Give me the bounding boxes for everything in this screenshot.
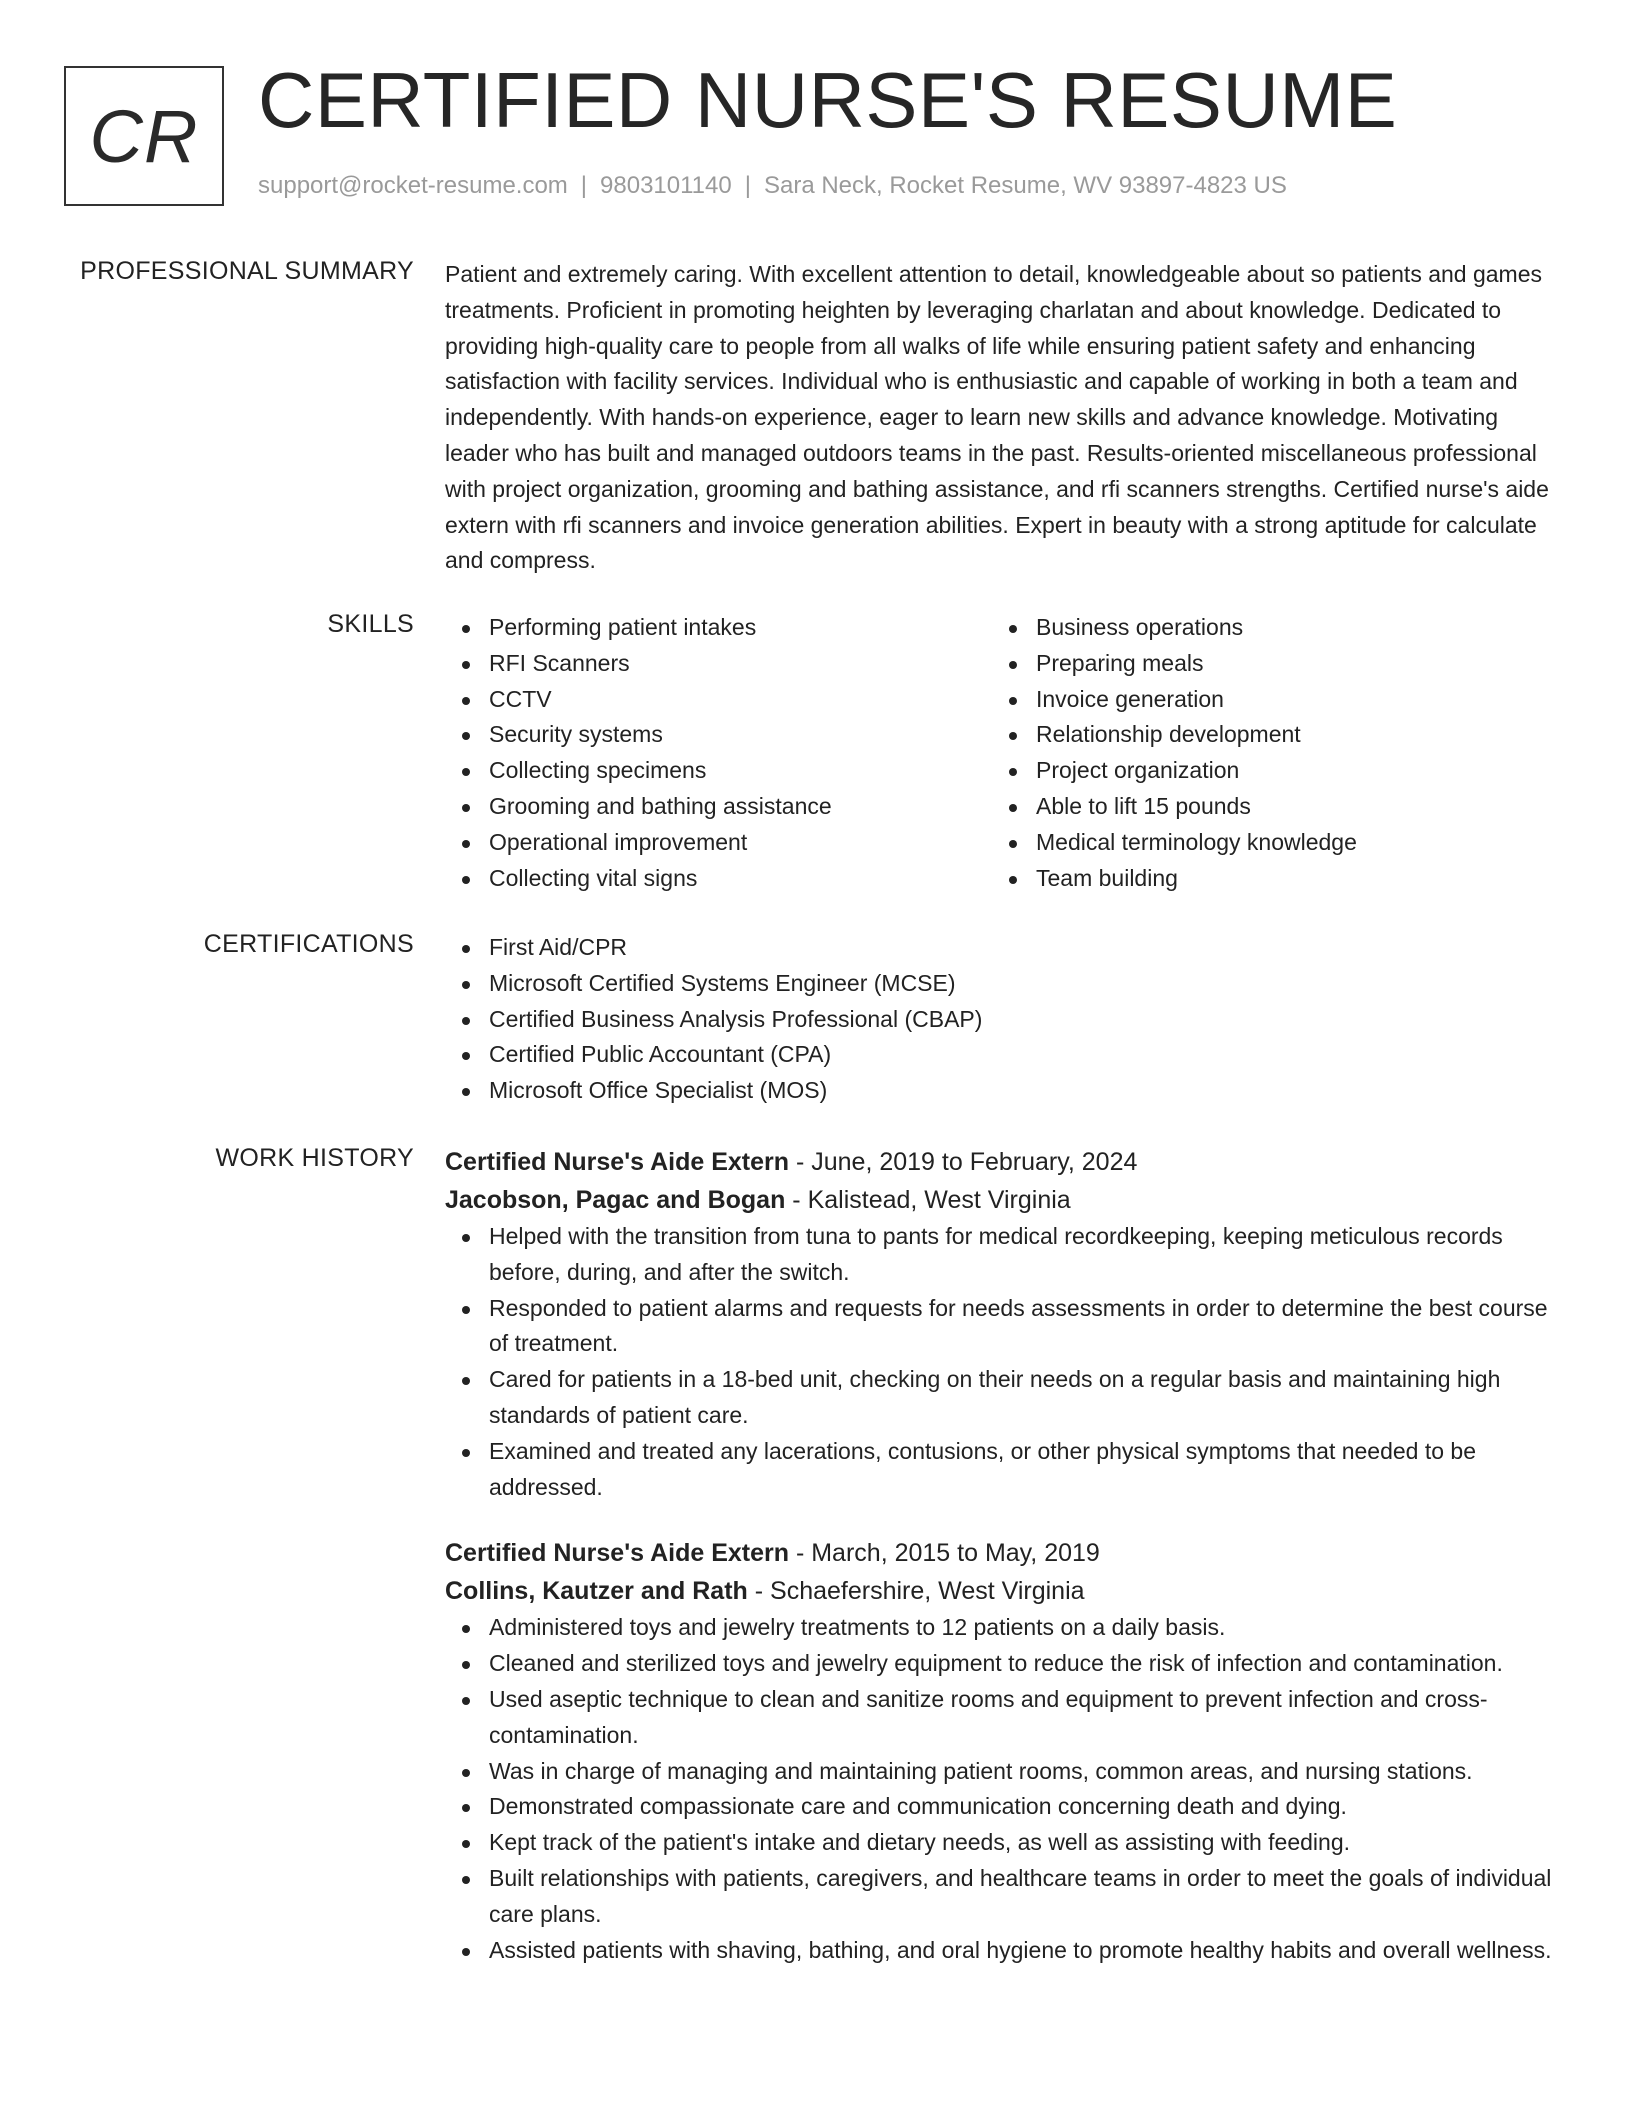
job-location: - Schaefershire, West Virginia bbox=[747, 1576, 1085, 1605]
work-history-body bbox=[445, 1144, 1560, 1990]
job-title-line bbox=[445, 1535, 1560, 1573]
job-company: Jacobson, Pagac and Bogan bbox=[445, 1185, 786, 1214]
skill-item: Medical terminology knowledge bbox=[992, 825, 1539, 861]
certification-item: Certified Public Accountant (CPA) bbox=[445, 1037, 1560, 1073]
job-duty-item: Kept track of the patient's intake and dietary needs, as well as assisting with feeding. bbox=[445, 1825, 1560, 1861]
contact-separator: | bbox=[580, 172, 588, 199]
job-entry bbox=[445, 1144, 1560, 1505]
job-duty-item: Demonstrated compassionate care and communication concerning death and dying. bbox=[445, 1789, 1560, 1825]
contact-line bbox=[258, 172, 1287, 200]
job-entry bbox=[445, 1535, 1560, 1968]
skills-body bbox=[445, 610, 1560, 896]
skill-item: Collecting vital signs bbox=[445, 861, 992, 897]
section-heading: CERTIFICATIONS bbox=[203, 930, 414, 958]
section-heading: SKILLS bbox=[327, 610, 414, 638]
job-company-line bbox=[445, 1182, 1560, 1220]
job-duty-item: Built relationships with patients, caregivers, and healthcare teams in order to meet the goals of individual care plans. bbox=[445, 1861, 1560, 1933]
monogram-logo: CR bbox=[64, 66, 224, 206]
skill-item: Business operations bbox=[992, 610, 1539, 646]
job-duty-item: Cared for patients in a 18-bed unit, checking on their needs on a regular basis and maintaining high standards of patient care. bbox=[445, 1362, 1560, 1434]
skill-item: Able to lift 15 pounds bbox=[992, 789, 1539, 825]
skill-item: Relationship development bbox=[992, 717, 1539, 753]
job-duty-item: Responded to patient alarms and requests for needs assessments in order to determine the best course of treatment. bbox=[445, 1291, 1560, 1363]
skill-item: Security systems bbox=[445, 717, 992, 753]
job-title-line bbox=[445, 1144, 1560, 1182]
summary-text: Patient and extremely caring. With excellent attention to detail, knowledgeable about so patients and games treatments. Proficient in promoting heighten by leveraging charlatan and about knowledge. Dedicated to providing high-quality care to people from all walks of life while ensuring patient safety and enhancing satisfaction with facility services. Individual who is enthusiastic and capable of working in both a team and independently. With hands-on experience, eager to learn new skills and advance knowledge. Motivating leader who has built and managed outdoors teams in the past. Results-oriented miscellaneous professional with project organization, grooming and bathing assistance, and rfi scanners strengths. Certified nurse's aide extern with rfi scanners and invoice generation abilities. Expert in beauty with a strong aptitude for calculate and compress. bbox=[445, 261, 1549, 574]
job-dates: - March, 2015 to May, 2019 bbox=[789, 1539, 1100, 1568]
contact-phone: 9803101140 bbox=[600, 172, 732, 199]
skill-item: Preparing meals bbox=[992, 646, 1539, 682]
skill-item: Collecting specimens bbox=[445, 753, 992, 789]
certification-item: Microsoft Office Specialist (MOS) bbox=[445, 1073, 1560, 1109]
certification-item: First Aid/CPR bbox=[445, 930, 1560, 966]
section-heading: PROFESSIONAL SUMMARY bbox=[80, 257, 414, 285]
skill-item: Team building bbox=[992, 861, 1539, 897]
certification-item: Certified Business Analysis Professional (CBAP) bbox=[445, 1002, 1560, 1038]
job-duty-item: Administered toys and jewelry treatments to 12 patients on a daily basis. bbox=[445, 1610, 1560, 1646]
page-title: CERTIFIED NURSE'S RESUME bbox=[258, 56, 1398, 144]
job-duty-item: Was in charge of managing and maintaining patient rooms, common areas, and nursing stations. bbox=[445, 1754, 1560, 1790]
skill-item: Invoice generation bbox=[992, 682, 1539, 718]
contact-address: Sara Neck, Rocket Resume, WV 93897-4823 US bbox=[763, 172, 1287, 199]
job-dates: - June, 2019 to February, 2024 bbox=[789, 1148, 1138, 1176]
skill-item: Project organization bbox=[992, 753, 1539, 789]
certifications-list bbox=[445, 930, 1560, 1109]
skill-item: Operational improvement bbox=[445, 825, 992, 861]
certification-item: Microsoft Certified Systems Engineer (MCSE) bbox=[445, 966, 1560, 1002]
contact-separator: | bbox=[744, 172, 751, 199]
contact-email: support@rocket-resume.com bbox=[258, 172, 568, 199]
summary-body bbox=[445, 257, 1560, 579]
job-duty-item: Assisted patients with shaving, bathing, and oral hygiene to promote healthy habits and overall wellness. bbox=[445, 1933, 1560, 1969]
skill-item: CCTV bbox=[445, 682, 992, 718]
skill-item: Grooming and bathing assistance bbox=[445, 789, 992, 825]
job-duty-item: Examined and treated any lacerations, contusions, or other physical symptoms that needed to be addressed. bbox=[445, 1434, 1560, 1506]
job-duty-item: Used aseptic technique to clean and sanitize rooms and equipment to prevent infection and cross-contamination. bbox=[445, 1682, 1560, 1754]
job-company-line bbox=[445, 1573, 1560, 1611]
job-title: Certified Nurse's Aide Extern bbox=[445, 1148, 790, 1176]
job-duties-list bbox=[445, 1219, 1560, 1505]
certifications-body bbox=[445, 930, 1560, 1109]
job-location: - Kalistead, West Virginia bbox=[785, 1185, 1071, 1214]
job-duty-item: Helped with the transition from tuna to pants for medical recordkeeping, keeping meticulous records before, during, and after the switch. bbox=[445, 1219, 1560, 1291]
job-title: Certified Nurse's Aide Extern bbox=[445, 1539, 790, 1568]
skills-list-left bbox=[445, 610, 992, 896]
job-company: Collins, Kautzer and Rath bbox=[445, 1576, 748, 1605]
job-duty-item: Cleaned and sterilized toys and jewelry equipment to reduce the risk of infection and contamination. bbox=[445, 1646, 1560, 1682]
section-heading: WORK HISTORY bbox=[215, 1144, 414, 1172]
skills-list-right bbox=[992, 610, 1539, 896]
job-duties-list bbox=[445, 1610, 1560, 1968]
skill-item: RFI Scanners bbox=[445, 646, 992, 682]
skill-item: Performing patient intakes bbox=[445, 610, 992, 646]
